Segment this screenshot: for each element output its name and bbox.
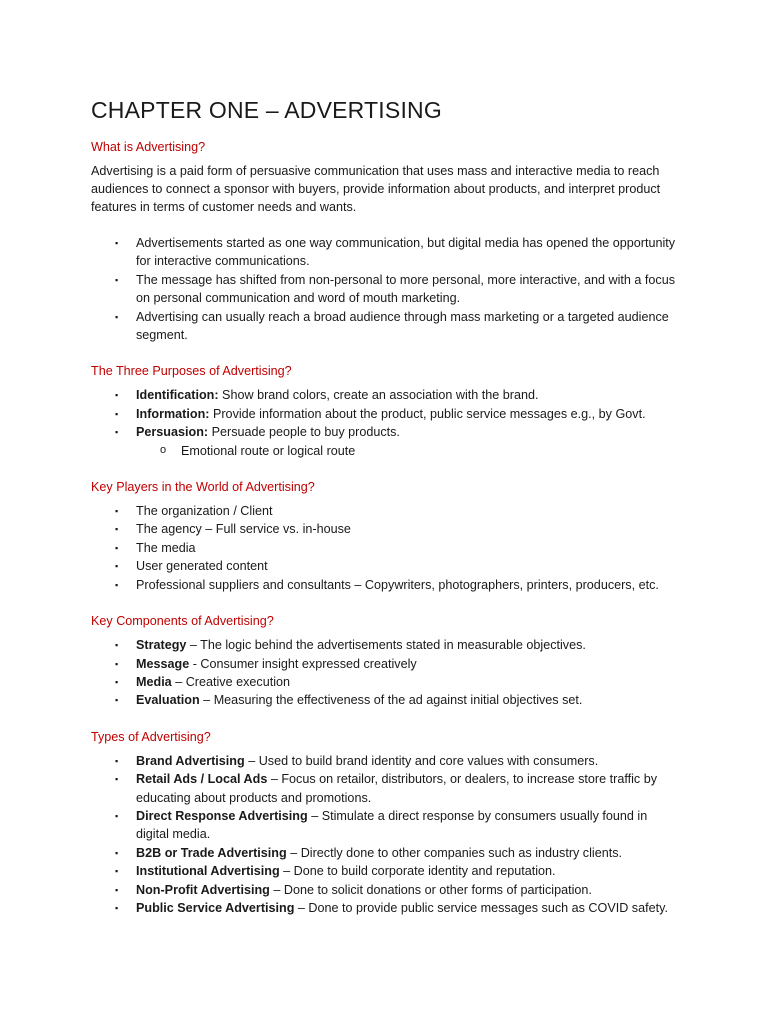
section-heading-types: Types of Advertising? [91, 729, 211, 744]
list-item: ▪ Identification: Show brand colors, create an association with the brand. [91, 386, 678, 404]
square-bullet-icon: ▪ [115, 695, 119, 706]
square-bullet-icon: ▪ [115, 810, 119, 821]
square-bullet-icon: ▪ [115, 427, 119, 438]
section-heading-purposes: The Three Purposes of Advertising? [91, 364, 292, 379]
list-item: ▪ Strategy – The logic behind the advertisements stated in measurable objectives. [91, 636, 678, 654]
square-bullet-icon: ▪ [115, 866, 119, 877]
list-item: ▪ Message - Consumer insight expressed creatively [91, 655, 678, 673]
list-item: ▪ Professional suppliers and consultants – Copywriters, photographers, printers, producers, etc. [91, 576, 678, 594]
sub-list-item: o Emotional route or logical route [160, 443, 356, 458]
list-item: ▪ User generated content [91, 557, 678, 575]
list-item: ▪ Advertising can usually reach a broad audience through mass marketing or a targeted audience segment. [115, 309, 669, 343]
list-item: ▪ Retail Ads / Local Ads – Focus on retailor, distributors, or dealers, to increase store traffic by educating about products and promotions. [115, 772, 657, 805]
square-bullet-icon: ▪ [115, 774, 119, 785]
square-bullet-icon: ▪ [115, 408, 119, 419]
list-item: ▪ B2B or Trade Advertising – Directly done to other companies such as industry clients. [91, 844, 678, 862]
square-bullet-icon: ▪ [115, 847, 119, 858]
list-item: ▪ The organization / Client [91, 502, 678, 520]
square-bullet-icon: ▪ [115, 640, 119, 651]
what-bullet-list [91, 234, 678, 344]
list-item: ▪ Media – Creative execution [91, 673, 678, 691]
square-bullet-icon: ▪ [115, 884, 119, 895]
list-item: ▪ Brand Advertising – Used to build brand identity and core values with consumers. [91, 752, 678, 770]
components-list [91, 636, 678, 710]
square-bullet-icon: ▪ [115, 755, 119, 766]
square-bullet-icon: ▪ [115, 390, 119, 401]
square-bullet-icon: ▪ [115, 658, 119, 669]
square-bullet-icon: ▪ [115, 506, 119, 517]
section-heading-key-players: Key Players in the World of Advertising? [91, 480, 315, 495]
list-item: ▪ The media [91, 539, 678, 557]
square-bullet-icon: ▪ [115, 274, 119, 285]
types-list [91, 752, 678, 918]
list-item: ▪ Advertisements started as one way communication, but digital media has opened the opportunity for interactive communications. [115, 236, 676, 269]
square-bullet-icon: ▪ [115, 238, 119, 248]
list-item: ▪ Non-Profit Advertising – Done to solicit donations or other forms of participation. [91, 881, 678, 899]
purposes-list [91, 386, 678, 460]
intro-paragraph: Advertising is a paid form of persuasive communication that uses mass and interactive media to reach audiences to connect a sponsor with buyers, provide information about products, and interpret product features in terms of customer needs and wants. [91, 164, 661, 214]
square-bullet-icon: ▪ [115, 902, 119, 913]
list-item: ▪ Persuasion: Persuade people to buy products. o Emotional route or logical route [91, 423, 678, 460]
chapter-title: CHAPTER ONE – ADVERTISING [91, 97, 442, 123]
list-item: ▪ The agency – Full service vs. in-house [91, 520, 678, 538]
square-bullet-icon: ▪ [115, 542, 119, 553]
list-item: ▪ Institutional Advertising – Done to build corporate identity and reputation. [91, 862, 678, 880]
section-heading-key-components: Key Components of Advertising? [91, 614, 274, 629]
list-item: ▪ Direct Response Advertising – Stimulate a direct response by consumers usually found in digital media. [115, 808, 648, 842]
list-item: ▪ Public Service Advertising – Done to provide public service messages such as COVID safety. [91, 899, 678, 917]
square-bullet-icon: ▪ [115, 311, 119, 322]
square-bullet-icon: ▪ [115, 561, 119, 572]
square-bullet-icon: ▪ [115, 524, 119, 535]
players-list [91, 502, 678, 594]
square-bullet-icon: ▪ [115, 579, 119, 590]
list-item: ▪ Information: Provide information about the product, public service messages e.g., by Govt. [91, 405, 678, 423]
sub-list [136, 442, 678, 460]
list-item: ▪ Evaluation – Measuring the effectiveness of the ad against initial objectives set. [91, 691, 678, 709]
section-heading-what-is-advertising: What is Advertising? [91, 140, 206, 154]
square-bullet-icon: ▪ [115, 676, 119, 687]
list-item: ▪ The message has shifted from non-personal to more personal, more interactive, and with a focus on personal communication and word of mouth marketing. [115, 272, 676, 306]
circle-bullet-icon: o [160, 443, 167, 456]
